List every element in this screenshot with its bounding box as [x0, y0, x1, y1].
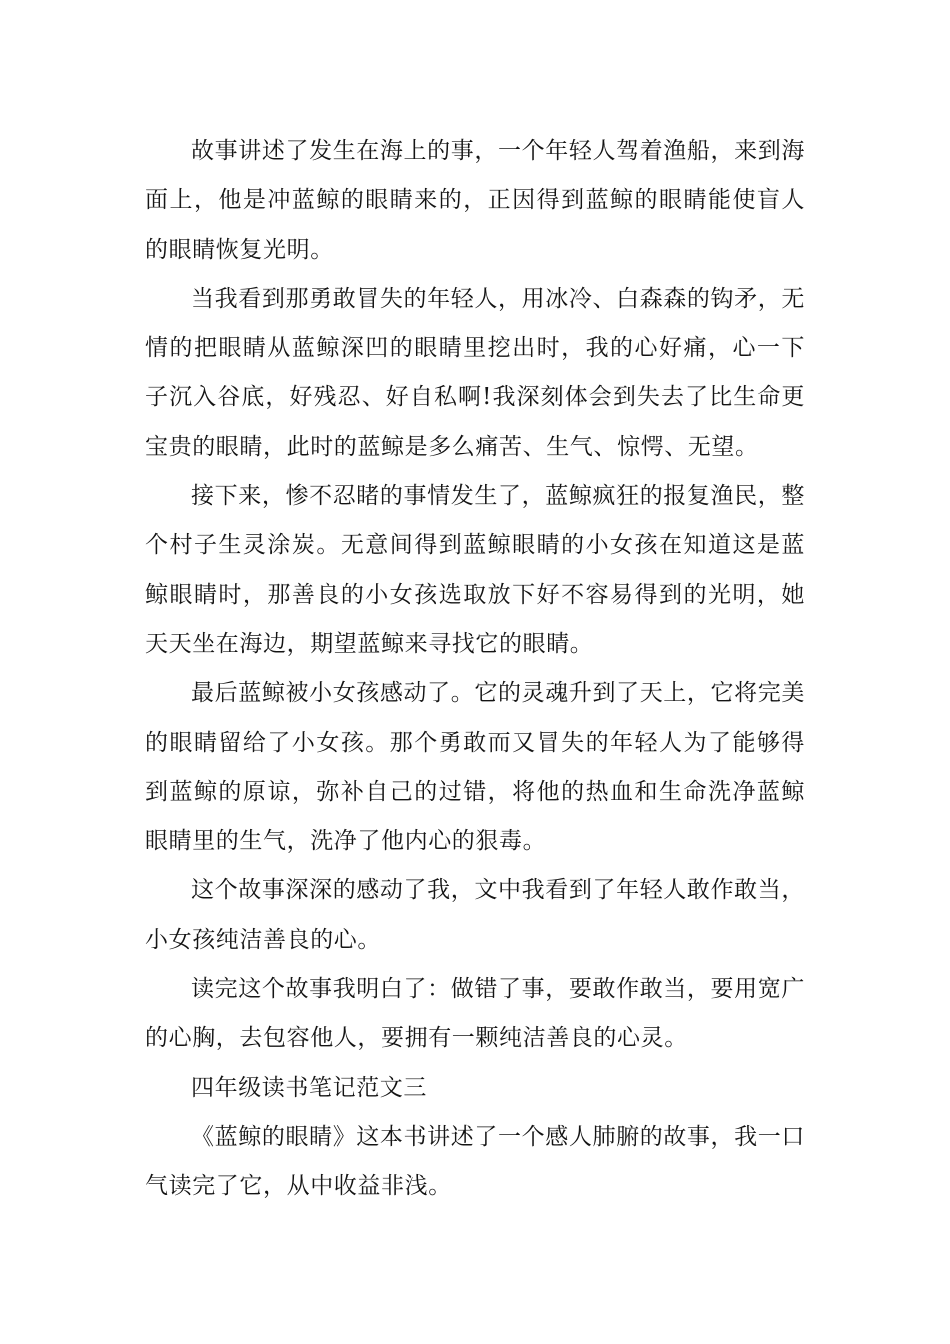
paragraph-moved: 这个故事深深的感动了我，文中我看到了年轻人敢作敢当，小女孩纯洁善良的心。 — [145, 877, 805, 953]
paragraph-revenge: 接下来，惨不忍睹的事情发生了，蓝鲸疯狂的报复渔民，整个村子生灵涂炭。无意间得到蓝鲸眼睛的小女孩在知道这是蓝鲸眼睛时，那善良的小女孩选取放下好不容易得到的光明，她天天坐在海边，期望蓝鲸来寻找它的眼睛。 — [145, 483, 805, 657]
section-heading: 四年级读书笔记范文三 — [191, 1074, 427, 1101]
paragraph-book-intro: 《蓝鲸的眼睛》这本书讲述了一个感人肺腑的故事，我一口气读完了它，从中收益非浅。 — [145, 1123, 805, 1200]
paragraph-eye-removed: 当我看到那勇敢冒失的年轻人，用冰冷、白森森的钩矛，无情的把眼睛从蓝鲸深凹的眼睛里挖出时，我的心好痛，心一下子沉入谷底，好残忍、好自私啊!我深刻体会到失去了比生命更宝贵的眼睛，此时的蓝鲸是多么痛苦、生气、惊愕、无望。 — [145, 285, 805, 460]
paragraph-story-summary: 故事讲述了发生在海上的事，一个年轻人驾着渔船，来到海面上，他是冲蓝鲸的眼睛来的，正因得到蓝鲸的眼睛能使盲人的眼睛恢复光明。 — [145, 138, 805, 263]
document-body — [145, 127, 805, 1212]
paragraph-ending: 最后蓝鲸被小女孩感动了。它的灵魂升到了天上，它将完美的眼睛留给了小女孩。那个勇敢而又冒失的年轻人为了能够得到蓝鲸的原谅，弥补自己的过错，将他的热血和生命洗净蓝鲸眼睛里的生气，洗净了他内心的狠毒。 — [145, 680, 805, 855]
paragraph-lesson: 读完这个故事我明白了：做错了事，要敢作敢当，要用宽广的心胸，去包容他人，要拥有一颗纯洁善良的心灵。 — [145, 976, 805, 1052]
